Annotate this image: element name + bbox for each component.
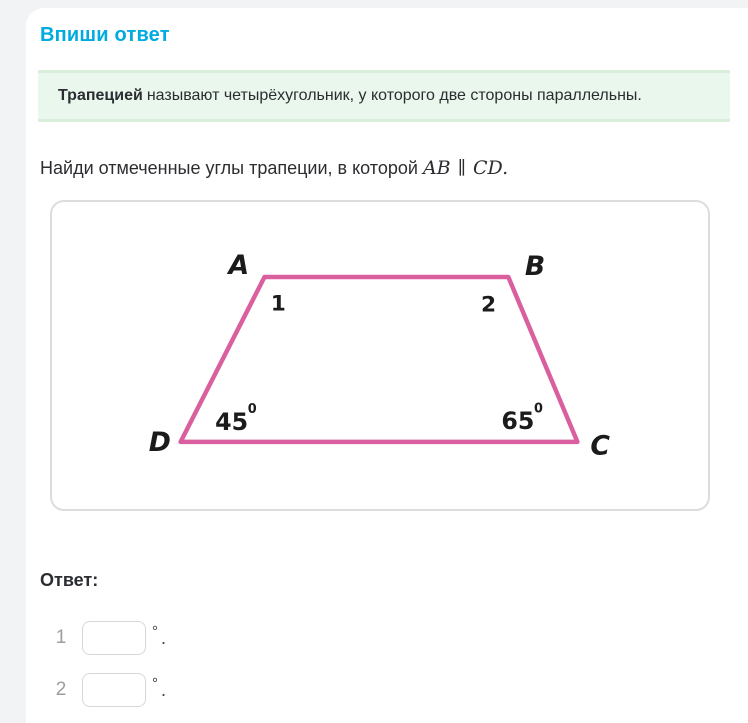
answer-row-2 <box>40 672 166 708</box>
figure-panel <box>50 200 710 511</box>
degree-sign: ° <box>152 674 158 692</box>
degree-mark-d: 0 <box>247 402 257 418</box>
page-title: Впиши ответ <box>40 24 170 46</box>
trapezoid-figure <box>52 202 708 509</box>
answer-row-number: 2 <box>55 679 67 700</box>
math-var-ab: AB <box>422 157 451 179</box>
hint-definition: называют четырёхугольник, у которого две стороны параллельны. <box>146 87 642 104</box>
degree-sign: ° <box>152 622 158 640</box>
hint-text <box>58 87 642 105</box>
angle-mark-1: 1 <box>270 291 286 317</box>
angle-mark-2: 2 <box>481 292 497 318</box>
degree-suffix <box>152 622 167 649</box>
vertex-label-c: C <box>590 430 610 462</box>
hint-term: Трапецией <box>58 87 143 104</box>
task-text <box>40 157 508 179</box>
period: . <box>161 627 167 648</box>
degree-suffix <box>152 674 167 701</box>
math-expression <box>423 157 508 179</box>
answer-input-2[interactable] <box>82 673 146 707</box>
math-var-cd: CD <box>472 157 503 179</box>
answer-label: Ответ: <box>40 570 99 590</box>
angle-value-d: 45 <box>215 408 249 437</box>
answer-row-1 <box>40 620 166 656</box>
vertex-label-d: D <box>148 426 171 458</box>
answer-input-1[interactable] <box>82 621 146 655</box>
math-period: . <box>502 157 509 179</box>
vertex-label-b: B <box>524 251 546 283</box>
period: . <box>161 679 167 700</box>
task-prefix: Найди отмеченные углы трапеции, в которой <box>40 158 418 178</box>
answer-row-number: 1 <box>55 627 67 648</box>
degree-mark-c: 0 <box>533 401 543 417</box>
parallel-symbol: ∥ <box>457 158 466 179</box>
angle-value-c: 65 <box>501 407 535 436</box>
vertex-label-a: A <box>228 250 250 282</box>
hint-box <box>38 70 730 122</box>
